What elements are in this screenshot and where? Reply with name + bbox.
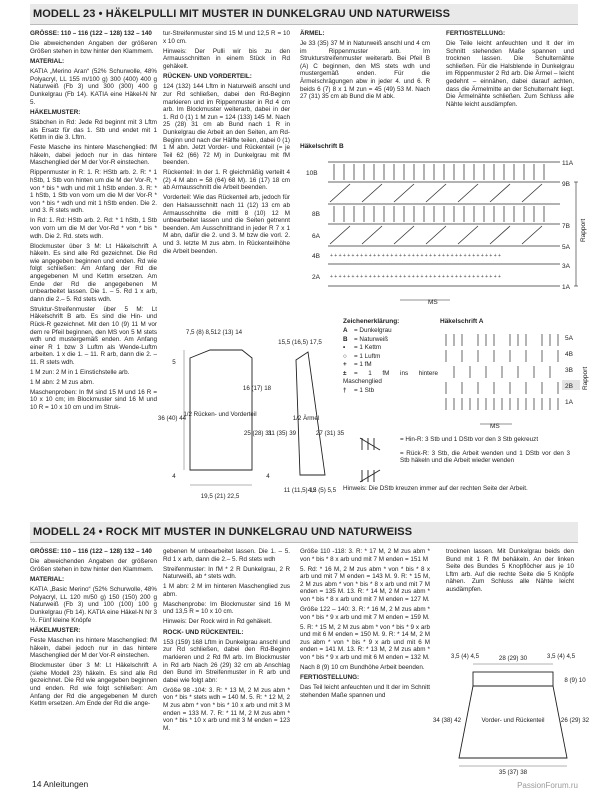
pattern-text: Stäbchen in Rd: Jede Rd beginnt mit 3 Lftm als Ersatz für das 1. Stb und endet mit 1 Kettm in die 3. Lftm. xyxy=(30,119,157,142)
legend-item: † = 1 Stb xyxy=(343,386,375,394)
body-text: 5. Rd: * 16 M, 2 M zus abm * von * bis * 8 x arb und mit 7 M enden = 143 M. 9. R: * 15 M, 2 M zus abm * von * bis * 8 x arb und mit 7 M enden = 135 M. 13. R: * 14 M, 2 M zus abm * von * bis * 8 x arb und mit 7 M enden = 127 M. xyxy=(300,565,430,603)
chart-a-row-label: 2B xyxy=(565,383,573,390)
body-text: Rückenteil: In der 1. R gleichmäßig verteilt 4 (2) 4 M abn = 58 (64) 68 M). 16 (17) 18 cm ab Armausschnitt die Arbeit beenden. xyxy=(163,169,290,192)
body-text: Vorderteil: Wie das Rückenteil arb, jedoch für den Halsausschnitt nach 11 (12) 13 cm ab Armausschnitte die mittl 8 (10) 12 M unbearbeitet lassen und die Seiten getrennt beenden. Am Ausschnittrand in jeder R 7 x 1 M abn, dafür die 2. und 3. M bzw die vorl. 2. und 3. letzte M zus abm. In Rückenteilhöhe die Arbeit beenden. xyxy=(163,194,290,255)
chart-a-rapport: Rapport xyxy=(582,366,589,390)
pattern-text: Feste Masche ins hintere Maschenglied: fM häkeln, dabei jedoch nur in das hintere Maschenglied der M der Vor-R einstechen. xyxy=(30,144,157,167)
body-text: 5. R: * 15 M, 2 M zus abm * von * bis * 9 x arb und mit 6 M enden = 150 M. 9. R: * 14 M, 2 M zus abm * von * bis * 9 x arb und mit 6 M enden = 141 M. 13. R: * 13 M, 2 M zus abm * von * bis * 9 x arb und mit 6 M enden = 132 M. xyxy=(300,623,430,661)
legend-list xyxy=(343,327,438,395)
section-heading: ÄRMEL: xyxy=(300,30,325,37)
body-text: Größe 122 – 140: 3. R: * 16 M, 2 M zus abm * von * bis * 9 x arb und mit 7 M enden = 159 M. xyxy=(300,605,430,621)
body-text: Maschenprobe: Im Blockmuster sind 16 M und 13,5 R = 10 x 10 cm. xyxy=(163,600,290,616)
watermark: PassionForum.ru xyxy=(517,781,578,790)
legend-item: ± = 1 fM ins hintere Maschenglied xyxy=(343,369,438,385)
pattern-heading: HÄKELMUSTER: xyxy=(30,109,81,117)
pattern-text: Maschenproben: In fM sind 15 M und 16 R = 10 x 10 cm; im Blockmuster sind 16 M und 10 R = 10 x 10 cm und im Struk- xyxy=(30,388,157,412)
pattern-text: Feste Maschen ins hintere Maschenglied: fM häkeln, dabei jedoch nur in das hintere Maschenglied der M der Vor-R einstechen. xyxy=(30,637,157,660)
section-heading: ROCK- UND RÜCKENTEIL: xyxy=(163,628,244,636)
model23-col3 xyxy=(300,30,430,103)
pattern-text: Blockmuster über 3 M: Lt Häkelschrift A häkeln. Es sind alle Rd gezeichnet. Die Rd wie angegeben beginnen und enden. Rd wie folgt schließen: Am Anfang der Rd die angegebenen M und Kettm ersetzen. Am Ende der Rd die angegebenen M unbearbeitet lassen. Die 1. – 5. Rd 1 x arb, dann die 2.– 5. Rd stets wdh. xyxy=(30,242,157,303)
model23-col4 xyxy=(446,30,574,111)
chart-a-title: Häkelschrift A xyxy=(440,318,484,325)
chart-b-ms: MS xyxy=(428,299,438,306)
chart-b-row-label: 10B xyxy=(306,170,318,177)
dim-label: 27 (31) 35 xyxy=(315,430,345,437)
dim-label: 1/2 Ärmel xyxy=(292,415,320,422)
svg-text:+ + + + + + + + + + + + + + +: + + + + + + + + + + + + + + + + + + + + + + + + + + + + + + + + + + + + + + + + xyxy=(330,274,501,280)
legend-hin: = Hin-R: 3 Stb und 1 DStb vor den 3 Stb gekreuzt xyxy=(400,436,539,443)
legend-rueck: = Rück-R: 3 Stb, die Arbeit wenden und 1 DStb vor den 3 Stb häkeln und die Arbeit wieder wenden xyxy=(400,449,570,465)
pattern-text: In Rd: 1. Rd: HStb arb. 2. Rd: * 1 hStb, 1 Stb von vorn um die M der Vor-Rd * von * bis * wdh. Die 2. Rd. stets wdh. xyxy=(30,217,157,240)
dim-label: 15,5 (16,5) 17,5 xyxy=(278,339,322,346)
pattern-text: Struktur-Streifenmuster über 5 M: Lt Häkelschrift B arb. Es sind die Hin- und Rück-R gezeichnet. Mit den 10 (9) 11 M vor dem re Pfeil beginnen, den MS von 5 M stets wdh und mustergemäß enden. Am Anfang einer R 1 bzw 3 Luftm als Wende-Luftm arbeiten. 1 x die 1. – 11. R arb, dann die 2. – 11. R stets wdh. xyxy=(30,305,157,366)
chart-b-row-label: 11A xyxy=(562,160,574,167)
size-heading: GRÖSSE: 110 – 116 (122 – 128) 132 – 140 xyxy=(30,30,152,37)
legend-cross xyxy=(400,436,570,467)
dim-label: 4 xyxy=(266,473,270,480)
body-text: Hinweis: Der Pulli wir bis zu den Armausschnitten in einem Stück in Rd gehäkelt. xyxy=(163,47,290,70)
body-text: Nach 8 (9) 10 cm Bundhöhe Arbeit beenden. xyxy=(300,663,425,671)
hint-text: Hinweis: Die DStb kreuzen immer auf der rechten Seite der Arbeit. xyxy=(343,485,528,492)
model23-col1 xyxy=(30,30,157,414)
model23-col2 xyxy=(163,30,290,258)
dim-label: 4,5 (5) 5,5 xyxy=(307,487,337,494)
pattern-heading: HÄKELMUSTER: xyxy=(30,627,81,635)
chart-a-ms: MS xyxy=(490,423,500,430)
chart-b-row-label: 4B xyxy=(312,253,320,260)
body-text: 124 (132) 144 Lftm in Naturweiß anschl und zur Rd schließen, dabei den Rd-Beginn markieren und im Rippenmuster in Rd 4 cm arb. Im Blockmuster weiterarb, dabei in der 1. Rd 0 (1) 1 M zun = 124 (133) 145 M. Nach 25 (28) 31 cm ab Bund nach 1 R in Dunkelgrau die Arbeit an den Seiten, am Rd-Beginn und nach der Hälfte teilen, dabei 0 (1) 1 M abn. Jetzt Vorder- und Rückenteil (= je Teil 62 (66) 72 M) in Dunkelgrau mit fM beenden. xyxy=(163,83,290,167)
body-text: Je 33 (35) 37 M in Naturweiß anschl und 4 cm im Rippenmuster arb. Im Strukturstreifenmuster weiterarb. Bei Pfeil B (A) C beginnen, den MS stets wdh und mustergemäß enden. Für die Ärmelschrägungen abw in jeder 4. und 6. R beids 6 (7) 8 x 1 M zun = 45 (49) 53 M. Nach 27 (31) 35 cm ab Bund die M abk. xyxy=(300,39,430,101)
body-text: Hinweis: Der Rock wird in Rd gehäkelt. xyxy=(163,618,272,626)
model23-schematic xyxy=(157,320,345,510)
dim-label: 35 (37) 38 xyxy=(498,769,528,776)
material-heading: MATERIAL: xyxy=(30,58,65,66)
body-text: Die Teile leicht anfeuchten und lt der im Schnitt stehenden Maße spannen und trocknen lassen. Die Schulternähte schließen. Für die Halsblende in Dunkelgrau im Rippenmuster 2 Rd arb. Die Ärmel – leicht gedehnt – einnähen, dabei darauf achten, dass die Ärmelmitte an der Schulternaht liegt. Die Ärmelnähte schließen. Zum Schluss alle Nähte leicht ausdämpfen. xyxy=(446,39,574,108)
body-text: Größe 98 -104: 3. R: * 13 M, 2 M zus abm * von * bis * stets wdh = 140 M. 5. R: * 12 M, 2 M zus abm * von * bis * 10 x arb und mit 3 M enden = 133 M. 7. R: * 11 M, 2 M zus abm * von * bis * 10 x arb und mit 3 M enden = 123 M. xyxy=(163,686,290,732)
dim-label: 1/2 Rücken- und Vorderteil xyxy=(183,411,257,418)
section-heading: RÜCKEN- UND VORDERTEIL: xyxy=(163,73,252,81)
footer xyxy=(32,779,88,789)
body-text: Das Teil leicht anfeuchten und lt der im Schnitt stehenden Maße spannen und xyxy=(300,684,430,700)
pattern-text: 1 M abn: 2 M zus abm. xyxy=(30,378,95,386)
body-text: 153 (159) 168 Lftm in Dunkelgrau anschl und zur Rd schließen, dabei den Rd-Beginn markieren und 2 Rd fM arb. Im Blockmuster in Rd arb Nach 26 (29) 32 cm ab Anschlag den Bund im Streifenmuster in R arb und dabei wie folgt abn: xyxy=(163,638,290,684)
body-text: 1 M abn: 2 M im hinteren Maschenglied zus abm. xyxy=(163,583,290,598)
footer-label: Anleitungen xyxy=(43,779,89,789)
model23-title: MODELL 23 • HÄKELPULLI MIT MUSTER IN DUNKELGRAU UND NATURWEISS xyxy=(30,4,578,25)
dim-label: 5 xyxy=(172,359,176,366)
body-text: Größe 110 -118: 3. R: * 17 M, 2 M zus abm * von * bis * 8 x arb und mit 7 M enden = 151 M xyxy=(300,548,430,563)
pattern-text: Blockmuster über 3 M: Lt Häkelschrift A (siehe Modell 23) häkeln. Es sind alle Rd gezeichnet. Die Rd wie angegeben beginnen und enden. Rd wie folgt schließen: Am Anfang der Rd die angegebenen M durch Kettm ersetzen. Am Ende der Rd die ange- xyxy=(30,662,157,708)
legend-item: A = Dunkelgrau xyxy=(343,327,392,334)
chart-b-row-label: 1A xyxy=(562,284,570,291)
chart-b-row-label: 6A xyxy=(312,233,320,240)
body-text: Streifenmuster: In fM * 2 R Dunkelgrau, 2 R Naturweiß, ab * stets wdh. xyxy=(163,565,290,581)
dim-label: 11 (11,5) 12 xyxy=(283,487,317,494)
dim-label: 28 (29) 30 xyxy=(498,655,528,662)
section-heading: FERTIGSTELLUNG: xyxy=(446,30,506,37)
dim-label: 25 (28) 31 xyxy=(243,430,273,437)
legend-item: + = 1 fM xyxy=(343,361,372,368)
legend-item: B = Naturweiß xyxy=(343,335,389,343)
material-text: KATIA „Merino Aran“ (52% Schurwolle, 48% Polyacryl, LL 155 m/100 g) 300 (400) 400 g Naturweiß (Fb 3) und 300 (300) 400 g Dunkelgrau (Fb 14). KATIA eine Häkel-N Nr 5. xyxy=(30,68,157,106)
model24-col1 xyxy=(30,548,157,710)
legend-title: Zeichenerklärung: xyxy=(343,318,400,325)
dim-label: 7,5 (8) 8,5 xyxy=(185,329,215,336)
section-heading: FERTIGSTELLUNG: xyxy=(300,674,360,682)
size-text: Die abweichenden Angaben der größeren Größen stehen in bzw hinter den Klammern. xyxy=(30,39,157,55)
legend-item: ○ = 1 Luftm xyxy=(343,352,381,360)
dim-label: 8 (9) 10 xyxy=(564,677,586,684)
model24-col3 xyxy=(300,548,430,702)
chart-a-row-label: 3B xyxy=(565,367,573,374)
size-heading: GRÖSSE: 110 – 116 (122 – 128) 132 – 140 xyxy=(30,548,152,555)
dim-label: 19,5 (21) 22,5 xyxy=(200,493,240,500)
pattern-text: Rippenmuster in R: 1. R: HStb arb. 2. R: * 1 hStb, 1 Stb von hinten um die M der Vor-R, * von * bis * wdh und mit 1 hStb enden. 3. R: * 1 hStb, 1 Stb von vorn um die M der Vor-R * von * bis * wdh und mit 1 hStb enden. Die 2. und 3. R stets wdh. xyxy=(30,169,157,215)
model24-title: MODELL 24 • ROCK MIT MUSTER IN DUNKELGRAU UND NATURWEISS xyxy=(30,522,578,543)
body-text: gebenen M unbearbeitet lassen. Die 1. – 5. Rd 1 x arb, dann die 2.– 5. Rd stets wdh xyxy=(163,548,290,563)
model24-col4 xyxy=(446,548,574,596)
chart-b-row-label: 2A xyxy=(312,274,320,281)
legend-item: • = 1 Kettm xyxy=(343,344,382,351)
chart-a xyxy=(440,328,590,433)
chart-b xyxy=(300,152,590,312)
model24-schematic xyxy=(432,650,590,776)
chart-b-rapport: Rapport xyxy=(580,218,587,242)
model24-col2 xyxy=(163,548,290,735)
dim-label: Vorder- und Rückenteil xyxy=(481,717,545,724)
size-text: Die abweichenden Angaben der größeren Größen stehen in bzw hinter den Klammern. xyxy=(30,557,157,573)
chart-b-row-label: 3A xyxy=(562,263,570,270)
dim-label: 36 (40) 44 xyxy=(157,415,187,422)
svg-text:+ + + + + + + + + + + + + + +: + + + + + + + + + + + + + + + + + + + + + + + + + + + + + + + + + + + + + + + + xyxy=(330,253,501,259)
dim-label: 12 (13) 14 xyxy=(213,329,243,336)
body-text: tur-Streifenmuster sind 15 M und 12,5 R = 10 x 10 cm. xyxy=(163,30,290,45)
chart-a-row-label: 5A xyxy=(565,335,573,342)
chart-a-row-label: 1A xyxy=(565,399,573,406)
chart-a-row-label: 4B xyxy=(565,351,573,358)
dim-label: 3,5 (4) 4,5 xyxy=(450,653,480,660)
page-number: 14 xyxy=(32,779,42,789)
pattern-text: 1 M zun: 2 M in 1 Einstichstelle arb. xyxy=(30,368,130,376)
chart-b-title: Häkelschrift B xyxy=(300,143,344,150)
material-text: KATIA „Basic Merino“ (52% Schurwolle, 48% Polyacryl, LL 120 m/50 g) 150 (150) 200 g Naturweiß (Fb 3) und 100 (100) 100 g Dunkelgrau (Fb 14). KATIA eine Häkel-N Nr 3 ½. Fünf kleine Knöpfe xyxy=(30,586,157,624)
dim-label: 31 (35) 39 xyxy=(267,430,297,437)
dim-label: 4 xyxy=(172,473,176,480)
chart-b-row-label: 5A xyxy=(562,244,570,251)
chart-b-row-label: 8B xyxy=(312,211,320,218)
dim-label: 34 (38) 42 xyxy=(432,717,462,724)
dim-label: 16 (17) 18 xyxy=(242,385,272,392)
chart-b-row-label: 9B xyxy=(562,181,570,188)
chart-b-row-label: 7B xyxy=(562,223,570,230)
body-text: trocknen lassen. Mit Dunkelgrau beids den Bund mit 1 R fM behäkeln. An der linken Seite des Bundes 5 Knopflöcher aus je 10 Lftm arb. Auf die rechte Seite die 5 Knöpfe nähen. Zum Schluss alle Nähte leicht ausdämpfen. xyxy=(446,548,574,593)
dim-label: 3,5 (4) 4,5 xyxy=(546,653,576,660)
material-heading: MATERIAL: xyxy=(30,576,65,584)
dim-label: 26 (29) 32 xyxy=(560,717,590,724)
